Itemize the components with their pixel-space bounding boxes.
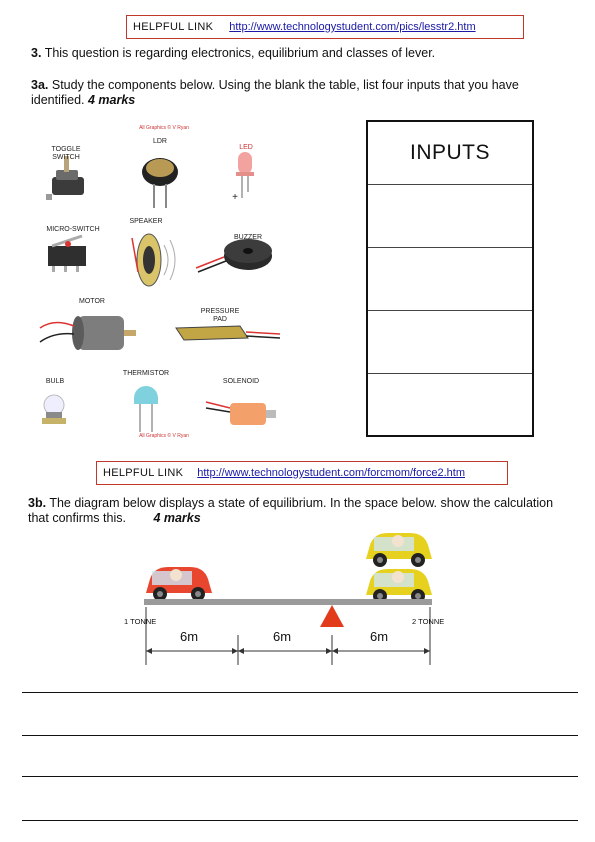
- helpful-link-label: HELPFUL LINK: [103, 467, 184, 479]
- led-plus-sign: +: [232, 192, 238, 203]
- question-number: 3.: [31, 46, 42, 60]
- fulcrum: [320, 605, 344, 627]
- distance-label-3: 6m: [370, 629, 389, 644]
- speaker-image: [132, 234, 175, 286]
- question-3a: [31, 78, 561, 108]
- components-illustration: [34, 120, 354, 445]
- right-car-top-image: [366, 533, 432, 567]
- toggle-switch-image: [46, 156, 84, 200]
- component-label-pressure-pad: PRESSURE PAD: [200, 308, 240, 323]
- left-weight-label: 1 TONNE: [124, 617, 157, 626]
- distance-label-2: 6m: [273, 629, 292, 644]
- solenoid-image: [206, 402, 276, 425]
- seesaw-graphic: [118, 515, 458, 670]
- component-label-thermistor: THERMISTOR: [122, 370, 170, 377]
- helpful-link-label: HELPFUL LINK: [133, 21, 214, 33]
- helpful-link-url[interactable]: http://www.technologystudent.com/pics/lesstr2.htm: [229, 21, 476, 33]
- micro-switch-image: [48, 236, 86, 272]
- components-graphic: [34, 120, 354, 445]
- led-image: [236, 152, 254, 198]
- motor-image: [40, 316, 136, 350]
- answer-line-4[interactable]: [22, 820, 578, 821]
- answer-line-2[interactable]: [22, 735, 578, 736]
- pressure-pad-image: [176, 326, 280, 340]
- buzzer-image: [196, 239, 272, 272]
- credit-top: All Graphics © V Ryan: [139, 125, 189, 131]
- inputs-table-row-2[interactable]: [368, 248, 532, 311]
- component-label-speaker: SPEAKER: [129, 218, 163, 225]
- inputs-table-header: [368, 122, 532, 185]
- distance-label-1: 6m: [180, 629, 199, 644]
- component-label-micro-switch: MICRO-SWITCH: [46, 226, 100, 233]
- question-number: 3a.: [31, 78, 49, 92]
- component-label-toggle-switch: TOGGLE SWITCH: [51, 146, 81, 161]
- ldr-image: [142, 158, 178, 208]
- component-label-motor: MOTOR: [79, 298, 105, 305]
- equilibrium-diagram: [118, 515, 458, 670]
- marks-label: 4 marks: [153, 511, 201, 525]
- inputs-table-row-3[interactable]: [368, 311, 532, 374]
- thermistor-image: [134, 386, 158, 432]
- component-label-led: LED: [239, 144, 253, 151]
- bulb-image: [42, 395, 66, 424]
- question-text: The diagram below displays a state of equilibrium. In the space below. show the calculation that confirms this.: [28, 496, 554, 525]
- right-car-bottom-image: [366, 569, 432, 603]
- question-number: 3b.: [28, 496, 47, 510]
- answer-line-1[interactable]: [22, 692, 578, 693]
- helpful-link-url[interactable]: http://www.technologystudent.com/forcmom/force2.htm: [197, 467, 465, 479]
- credit-bottom: All Graphics © V Ryan: [139, 433, 189, 439]
- inputs-header-text: INPUTS: [409, 141, 490, 164]
- seesaw-beam: [144, 599, 432, 605]
- component-label-solenoid: SOLENOID: [222, 378, 260, 385]
- question-text: This question is regarding electronics, equilibrium and classes of lever.: [44, 46, 436, 60]
- right-weight-label: 2 TONNE: [412, 617, 445, 626]
- helpful-link-box-1: [126, 15, 524, 39]
- component-label-buzzer: BUZZER: [234, 234, 262, 241]
- inputs-table: [366, 120, 534, 437]
- question-text: Study the components below. Using the blank the table, list four inputs that you have identified.: [31, 78, 519, 107]
- inputs-table-row-1[interactable]: [368, 185, 532, 248]
- question-3: [31, 46, 571, 61]
- left-car-image: [146, 567, 212, 601]
- helpful-link-box-2: [96, 461, 508, 485]
- inputs-table-row-4[interactable]: [368, 374, 532, 435]
- answer-line-3[interactable]: [22, 776, 578, 777]
- component-label-bulb: BULB: [45, 378, 65, 385]
- marks-label: 4 marks: [88, 93, 136, 107]
- component-label-ldr: LDR: [152, 138, 167, 145]
